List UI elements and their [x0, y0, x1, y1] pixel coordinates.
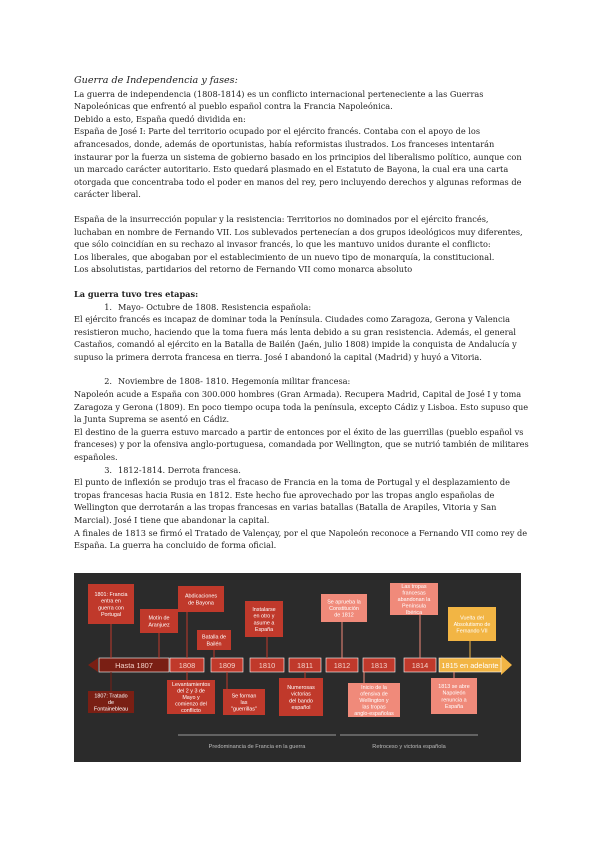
- timeline-event-bottom-label: 1807: Tratado de Fontainebleau: [93, 693, 129, 713]
- stage-heading: [74, 375, 529, 388]
- stage-body: El punto de inflexión se produjo tras el fracaso de Francia en la toma de Portugal y el desplazamiento de tropas francesas hacia Rusia en 1812. Este hecho fue aprovechado por las tropas anglo españolas de Wellington que derrotarán a las tropas francesas en varias batallas (Batalla de Arapiles, Vitoria y San Marcial). José I tiene que abandonar la capital.: [74, 477, 510, 525]
- timeline-year-label: 1815 en adelante: [441, 660, 499, 670]
- timeline-year-label: 1811: [297, 660, 313, 670]
- timeline-event-top-label: Se aprueba la Constitución de 1812: [327, 599, 361, 619]
- timeline-year-label: 1809: [218, 660, 236, 670]
- timeline-year-label: Hasta 1807: [115, 660, 153, 670]
- timeline-arrow-head: [501, 655, 512, 675]
- timeline-phase-label: Predominancia de Francia en la guerra: [208, 744, 306, 750]
- timeline-event-top-label: Instalarse en otro y asume a España: [252, 607, 276, 633]
- intro-paragraph: Debido a esto, España quedó dividida en:: [74, 113, 246, 124]
- document-title: Guerra de Independencia y fases:: [74, 75, 238, 86]
- timeline-year-label: 1812: [333, 660, 351, 670]
- timeline-event-top-label: Vuelta del Absolutismo de Fernando VII: [453, 615, 491, 635]
- timeline-event-bottom-label: Inicio de la ofensiva de Wellington y las tropas anglo-españolas: [354, 684, 394, 718]
- timeline-year-label: 1808: [178, 660, 196, 670]
- document-body: [74, 75, 529, 552]
- stage-title: 1812-1814. Derrota francesa.: [118, 464, 241, 475]
- stage-number: 3.: [104, 464, 112, 475]
- resistance-paragraph: España de la insurrección popular y la resistencia: Territorios no dominados por el ejército francés, luchaban en nombre de Fernando VII. Los sublevados pertenecían a dos grupos ideológicos muy diferentes, que sólo coincidían en su rechazo al invasor francés, lo que les mantuvo unidos durante el conflicto:: [74, 213, 523, 250]
- timeline-event-top-label: Motín de Aranjuez: [148, 615, 170, 629]
- stage-title: Noviembre de 1808- 1810. Hegemonía militar francesa:: [118, 376, 351, 387]
- stage-heading: [74, 301, 529, 314]
- stage-body: El destino de la guerra estuvo marcado a partir de entonces por el éxito de las guerrillas (pueblo español vs franceses) y por la ofensiva anglo-portuguesa, comandada por Wellington, que se nutrió también de militares españoles.: [74, 426, 529, 463]
- stage-heading: [74, 464, 529, 477]
- timeline-event-bottom-label: 1813 se abre Napoleón renuncia a España: [438, 684, 470, 710]
- resistance-paragraph: Los absolutistas, partidarios del retorno de Fernando VII como monarca absoluto: [74, 264, 413, 275]
- intro-paragraph: La guerra de independencia (1808-1814) es un conflicto internacional perteneciente a las Guerras Napoleónicas que enfrentó al pueblo español contra la Francia Napoleónica.: [74, 88, 484, 112]
- timeline-event-bottom-label: Numerosas victorias del bando español: [287, 685, 315, 711]
- timeline-event-top-label: 1801: Francia entra en guerra con Portugal: [94, 592, 128, 618]
- timeline-event-top-label: Batalla de Bailén: [202, 634, 226, 648]
- timeline-year-label: 1813: [370, 660, 388, 670]
- timeline-event-top-label: Las tropas francesas abandonan la Península Ibérica: [397, 583, 431, 617]
- timeline-event-top-label: Abdicaciones de Bayona: [184, 593, 218, 607]
- stage-body: Napoleón acude a España con 300.000 hombres (Gran Armada). Recupera Madrid, Capital de José I y toma Zaragoza y Gerona (1809). En poco tiempo ocupa toda la península, excepto Cádiz y Lisboa. Esto supuso que la Junta Suprema se asentó en Cádiz.: [74, 389, 529, 425]
- stage-body: A finales de 1813 se firmó el Tratado de Valençay, por el que Napoleón reconoce a Fernando VII como rey de España. La guerra ha concluido de forma oficial.: [74, 527, 528, 551]
- resistance-paragraph: Los liberales, que abogaban por el establecimiento de un nuevo tipo de monarquía, la constitucional.: [74, 251, 495, 262]
- timeline-arrow-tail: [88, 658, 98, 672]
- timeline-phase-label: Retroceso y victoria española: [372, 744, 446, 750]
- timeline-infographic: [74, 573, 521, 762]
- timeline-event-bottom-label: Se forman las "guerrillas": [231, 693, 257, 713]
- stage-body: El ejército francés es incapaz de dominar toda la Península. Ciudades como Zaragoza, Gerona y Valencia resistieron mucho, haciendo que la toma fuera más lenta debido a su gran resistencia. Además, el general Castaños, comandó al ejército en la Batalla de Bailén (Jaén, julio 1808) impide la conquista de Andalucía y supuso la primera derrota francesa en tierra. José I abandonó la capital (Madrid) y huyó a Vitoria.: [74, 314, 517, 362]
- stage-title: Mayo- Octubre de 1808. Resistencia española:: [118, 301, 312, 312]
- timeline-year-label: 1810: [258, 660, 276, 670]
- stage-number: 2.: [104, 376, 112, 387]
- stage-number: 1.: [104, 301, 112, 312]
- timeline-event-bottom-label: Levantamientos del 2 y 3 de Mayo y comienzo del conflicto: [171, 681, 211, 715]
- intro-paragraph: España de José I: Parte del territorio ocupado por el ejército francés. Contaba con el apoyo de los afrancesados, donde, además de oportunistas, había reformistas ilustrados. Los franceses intentarán instaurar por la fuerza un sistema de gobierno basado en los principios del liberalismo político, aunque con un marcado carácter autoritario. Esto quedará plasmado en el Estatuto de Bayona, la cual era una carta otorgada que concentraba todo el poder en manos del rey, pero incluyendo derechos y algunas reformas de carácter liberal.: [74, 126, 522, 200]
- timeline-year-label: 1814: [411, 660, 429, 670]
- stages-heading: La guerra tuvo tres etapas:: [74, 288, 199, 299]
